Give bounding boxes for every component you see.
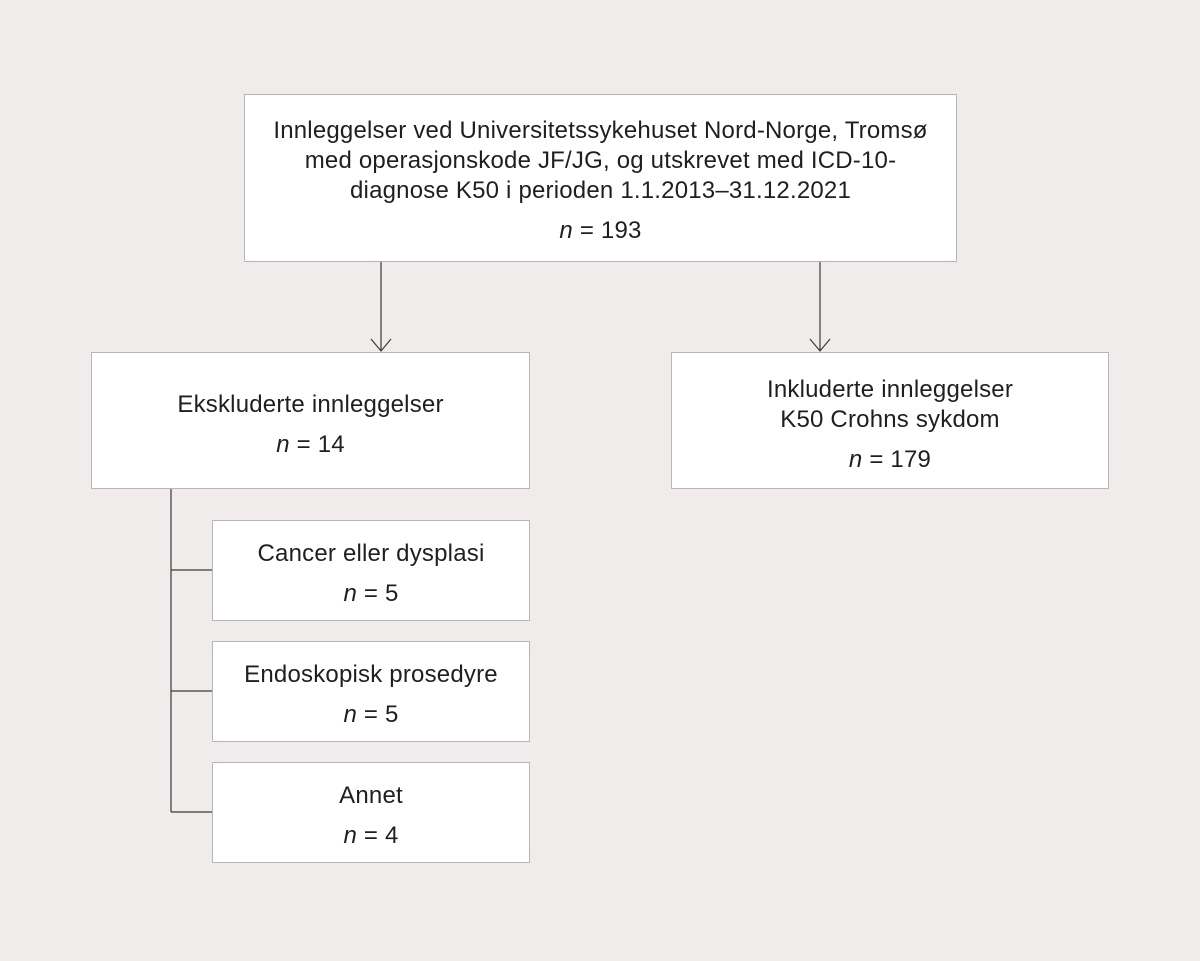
sub-box-cancer (212, 520, 530, 621)
sub-box-cancer-count-var: n (343, 580, 358, 607)
sub-box-annet-count-value: = 4 (357, 822, 399, 849)
sub-box-cancer-count (213, 579, 529, 609)
sub-box-annet (212, 762, 530, 863)
top-box-count-var: n (559, 217, 573, 244)
top-box (244, 94, 957, 262)
top-box-count (245, 216, 956, 246)
excluded-box (91, 352, 530, 489)
excluded-box-title: Ekskluderte innleggelser (177, 391, 444, 418)
included-box-count-value: = 179 (862, 446, 932, 473)
sub-box-cancer-count-value: = 5 (357, 580, 399, 607)
top-box-count-value: = 193 (572, 217, 642, 244)
sub-box-annet-label: Annet (339, 782, 403, 809)
sub-box-cancer-label: Cancer eller dysplasi (257, 540, 485, 567)
included-box-count (672, 445, 1108, 475)
sub-box-endoskopisk-label: Endoskopisk prosedyre (244, 661, 498, 688)
excluded-box-count (92, 430, 529, 460)
included-box-title-1: Inkluderte innleggelser (766, 376, 1014, 403)
excluded-box-count-value: = 14 (289, 431, 345, 458)
sub-box-endoskopisk-count-value: = 5 (357, 701, 399, 728)
sub-box-annet-count-var: n (343, 822, 358, 849)
sub-box-endoskopisk-count-var: n (343, 701, 358, 728)
excluded-box-count-var: n (276, 431, 290, 458)
sub-box-endoskopisk-count (213, 700, 529, 730)
included-box-count-var: n (848, 446, 863, 473)
sub-box-endoskopisk (212, 641, 530, 742)
top-box-line-1: Innleggelser ved Universitetssykehuset Nord-Norge, Tromsø (273, 117, 928, 144)
top-box-line-3: diagnose K50 i perioden 1.1.2013–31.12.2021 (349, 177, 852, 204)
sub-box-annet-count (213, 821, 529, 851)
included-box (671, 352, 1109, 489)
included-box-title-2: K50 Crohns sykdom (780, 406, 1000, 433)
top-box-line-2: med operasjonskode JF/JG, og utskrevet med ICD-10- (304, 147, 897, 174)
